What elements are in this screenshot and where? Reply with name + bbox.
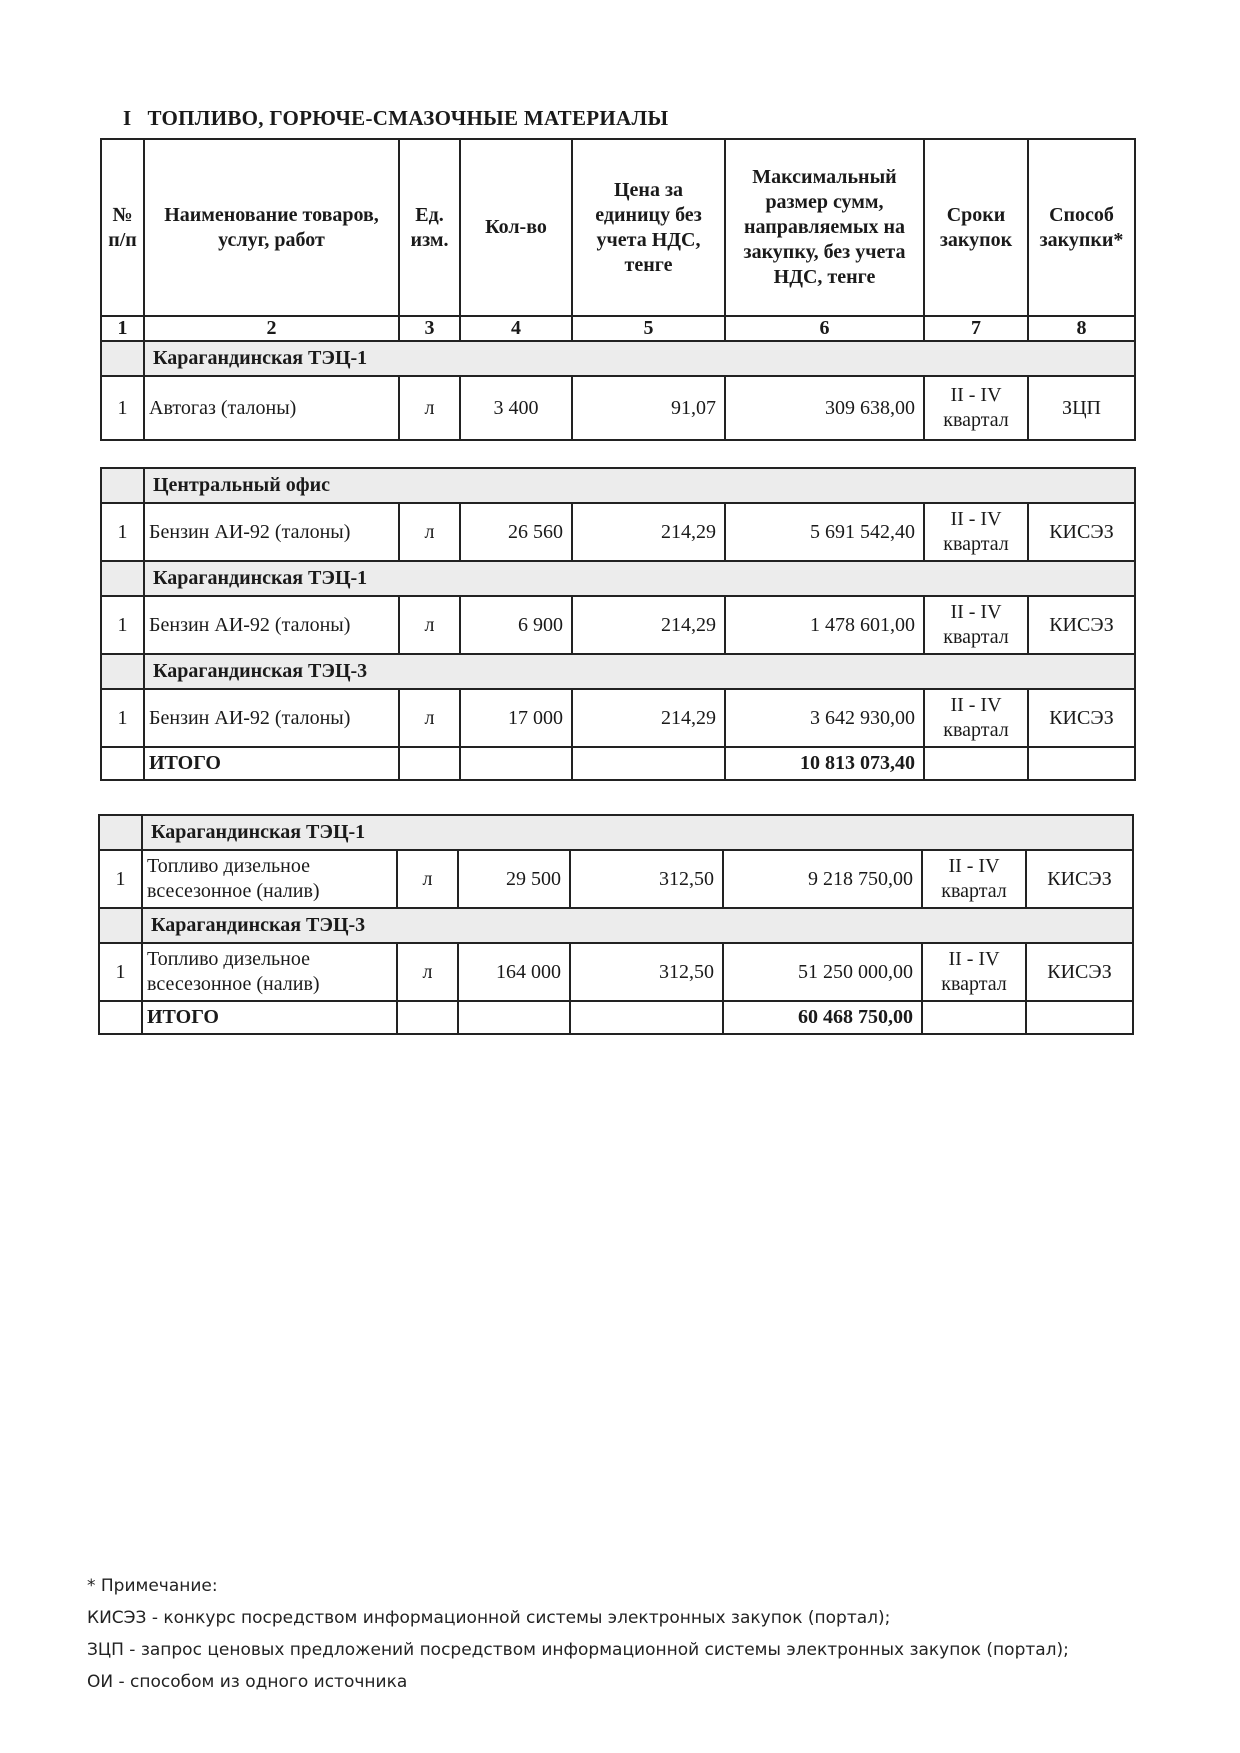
row-qty: 3 400 — [460, 376, 572, 440]
row-num: 1 — [101, 596, 144, 654]
group-row — [101, 468, 1135, 503]
table-row — [101, 596, 1135, 654]
total-row — [101, 747, 1135, 780]
header-method: Способ закупки* — [1028, 139, 1135, 316]
total-amount: 10 813 073,40 — [725, 747, 924, 780]
footnote-line: КИСЭЗ - конкурс посредством информационной системы электронных закупок (портал); — [87, 1608, 891, 1628]
row-price: 312,50 — [570, 943, 723, 1001]
procurement-table-diesel — [98, 814, 1134, 1035]
row-period — [924, 689, 1028, 747]
row-num: 1 — [101, 503, 144, 561]
row-qty: 164 000 — [458, 943, 570, 1001]
table-row — [101, 376, 1135, 440]
footnote-line: ОИ - способом из одного источника — [87, 1672, 408, 1692]
footnote — [87, 1570, 1167, 1698]
row-num: 1 — [99, 850, 142, 908]
column-number: 4 — [460, 316, 572, 341]
group-name: Карагандинская ТЭЦ-1 — [142, 815, 1133, 850]
total-label: ИТОГО — [144, 747, 399, 780]
group-name: Карагандинская ТЭЦ-1 — [144, 561, 1135, 596]
row-unit: л — [399, 376, 460, 440]
row-name: Бензин АИ-92 (талоны) — [144, 689, 399, 747]
period-range: II - IV — [950, 601, 1002, 623]
row-method: КИСЭЗ — [1026, 943, 1133, 1001]
period-range: II - IV — [950, 384, 1002, 406]
column-number: 7 — [924, 316, 1028, 341]
period-range: II - IV — [948, 855, 1000, 877]
table-row — [101, 503, 1135, 561]
period-unit: квартал — [941, 880, 1007, 902]
row-qty: 26 560 — [460, 503, 572, 561]
total-label: ИТОГО — [142, 1001, 397, 1034]
footnote-heading: * Примечание: — [87, 1576, 218, 1596]
row-method: КИСЭЗ — [1028, 503, 1135, 561]
column-number: 3 — [399, 316, 460, 341]
row-amount: 3 642 930,00 — [725, 689, 924, 747]
row-price: 214,29 — [572, 596, 725, 654]
row-period — [924, 376, 1028, 440]
column-number: 6 — [725, 316, 924, 341]
row-name-line: Топливо дизельное — [147, 948, 310, 970]
row-num: 1 — [99, 943, 142, 1001]
row-method: КИСЭЗ — [1028, 596, 1135, 654]
row-name: Бензин АИ-92 (талоны) — [144, 503, 399, 561]
row-amount: 1 478 601,00 — [725, 596, 924, 654]
row-unit: л — [399, 503, 460, 561]
header-amount: Максимальный размер сумм, направляемых на закупку, без учета НДС, тенге — [725, 139, 924, 316]
row-name — [142, 943, 397, 1001]
row-amount: 5 691 542,40 — [725, 503, 924, 561]
row-amount: 9 218 750,00 — [723, 850, 922, 908]
row-unit: л — [399, 596, 460, 654]
procurement-table-autogas — [100, 138, 1136, 441]
footnote-line: ЗЦП - запрос ценовых предложений посредством информационной системы электронных закупок (портал); — [87, 1640, 1069, 1660]
row-name: Бензин АИ-92 (талоны) — [144, 596, 399, 654]
row-amount: 51 250 000,00 — [723, 943, 922, 1001]
column-number: 2 — [144, 316, 399, 341]
row-method: КИСЭЗ — [1026, 850, 1133, 908]
column-number-row — [101, 316, 1135, 341]
period-unit: квартал — [943, 409, 1009, 431]
section-number: I — [123, 106, 132, 130]
table-row — [99, 943, 1133, 1001]
header-unit: Ед. изм. — [399, 139, 460, 316]
row-qty: 6 900 — [460, 596, 572, 654]
row-period — [922, 850, 1026, 908]
section-title — [123, 106, 668, 131]
row-name-line: всесезонное (налив) — [147, 973, 320, 995]
table-row — [99, 850, 1133, 908]
row-qty: 29 500 — [458, 850, 570, 908]
row-name-line: Топливо дизельное — [147, 855, 310, 877]
row-unit: л — [399, 689, 460, 747]
row-unit: л — [397, 943, 458, 1001]
period-unit: квартал — [941, 973, 1007, 995]
row-period — [922, 943, 1026, 1001]
row-amount: 309 638,00 — [725, 376, 924, 440]
period-unit: квартал — [943, 719, 1009, 741]
period-range: II - IV — [948, 948, 1000, 970]
column-number: 5 — [572, 316, 725, 341]
row-period — [924, 503, 1028, 561]
row-qty: 17 000 — [460, 689, 572, 747]
procurement-table-petrol — [100, 467, 1136, 781]
group-row — [101, 654, 1135, 689]
group-name: Карагандинская ТЭЦ-3 — [142, 908, 1133, 943]
header-row — [101, 139, 1135, 316]
header-qty: Кол-во — [460, 139, 572, 316]
header-name: Наименование товаров, услуг, работ — [144, 139, 399, 316]
group-row — [99, 908, 1133, 943]
header-price: Цена за единицу без учета НДС, тенге — [572, 139, 725, 316]
row-num: 1 — [101, 689, 144, 747]
group-row — [101, 561, 1135, 596]
row-price: 214,29 — [572, 689, 725, 747]
period-unit: квартал — [943, 626, 1009, 648]
row-name: Автогаз (талоны) — [144, 376, 399, 440]
row-unit: л — [397, 850, 458, 908]
row-price: 91,07 — [572, 376, 725, 440]
row-num: 1 — [101, 376, 144, 440]
row-name-line: всесезонное (налив) — [147, 880, 320, 902]
header-num: № п/п — [101, 139, 144, 316]
period-range: II - IV — [950, 694, 1002, 716]
row-period — [924, 596, 1028, 654]
table-row — [101, 689, 1135, 747]
row-method: ЗЦП — [1028, 376, 1135, 440]
row-method: КИСЭЗ — [1028, 689, 1135, 747]
group-row — [99, 815, 1133, 850]
row-price: 214,29 — [572, 503, 725, 561]
group-name: Карагандинская ТЭЦ-1 — [144, 341, 1135, 376]
header-period: Сроки закупок — [924, 139, 1028, 316]
period-range: II - IV — [950, 508, 1002, 530]
period-unit: квартал — [943, 533, 1009, 555]
row-name — [142, 850, 397, 908]
row-price: 312,50 — [570, 850, 723, 908]
group-name: Центральный офис — [144, 468, 1135, 503]
total-amount: 60 468 750,00 — [723, 1001, 922, 1034]
column-number: 8 — [1028, 316, 1135, 341]
group-name: Карагандинская ТЭЦ-3 — [144, 654, 1135, 689]
section-heading: ТОПЛИВО, ГОРЮЧЕ-СМАЗОЧНЫЕ МАТЕРИАЛЫ — [147, 106, 669, 130]
column-number: 1 — [101, 316, 144, 341]
total-row — [99, 1001, 1133, 1034]
group-row — [101, 341, 1135, 376]
